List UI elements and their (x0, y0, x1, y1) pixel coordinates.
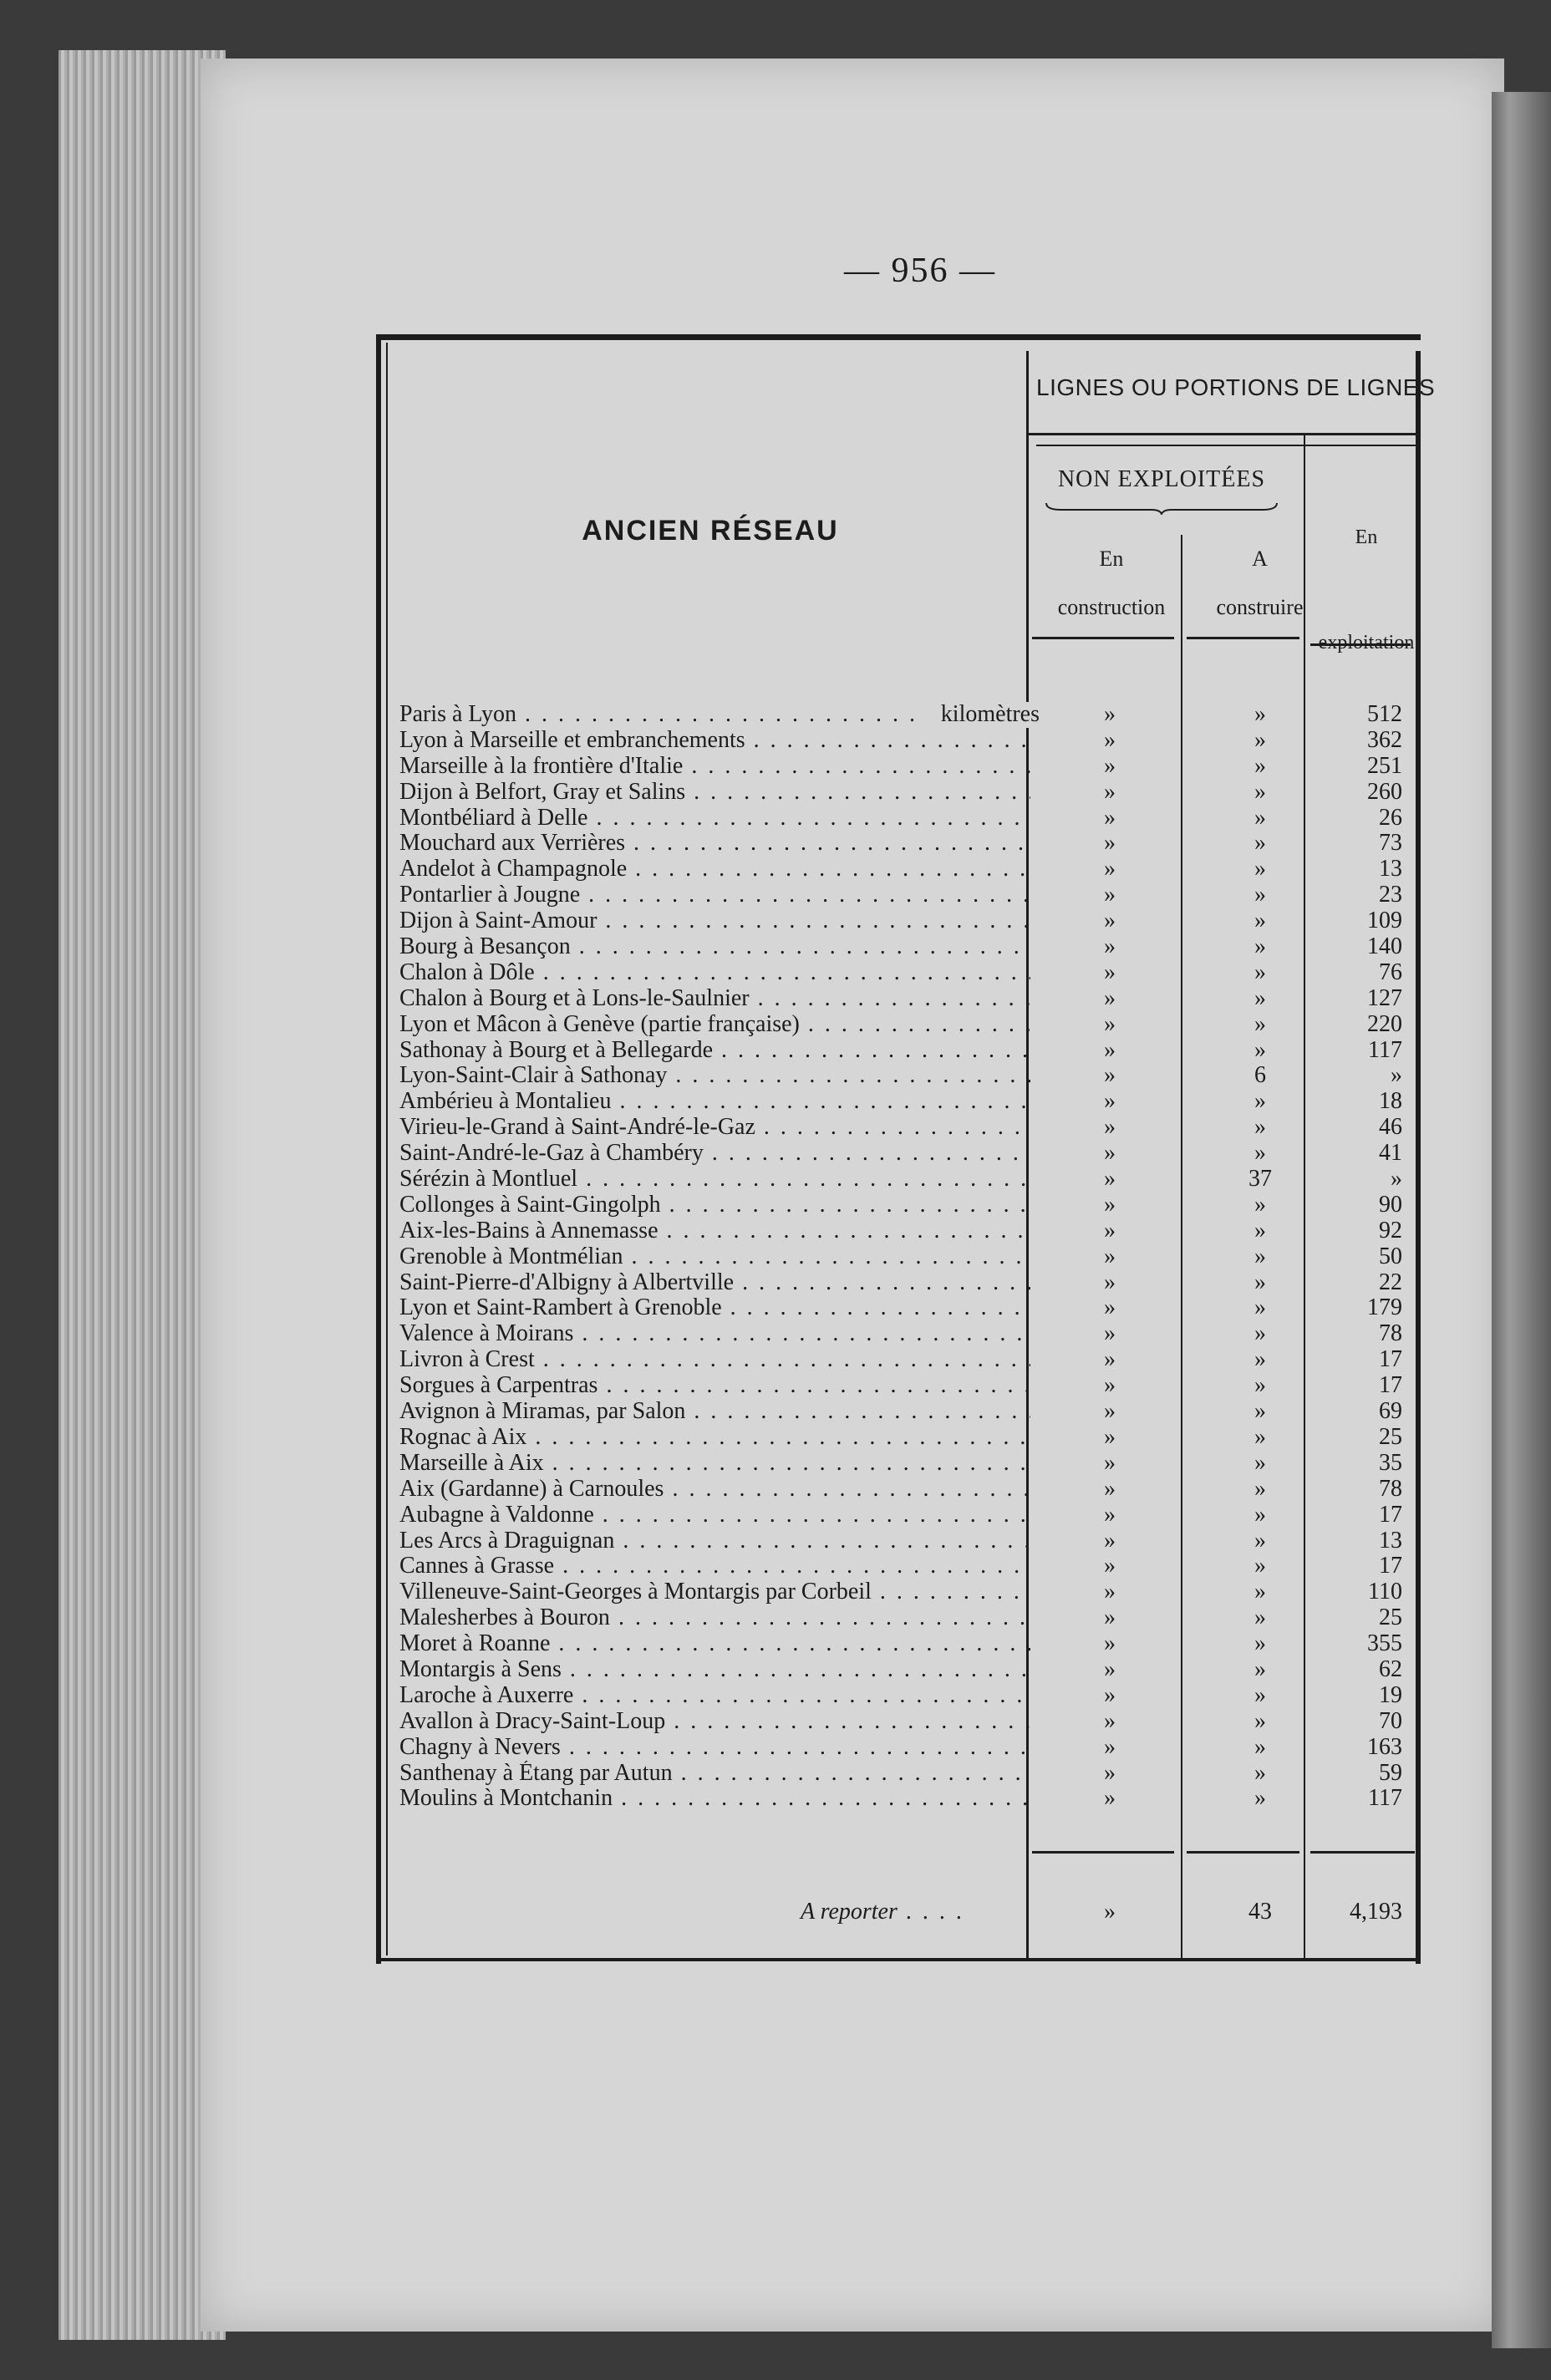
en-exploitation-value: 13 (1379, 1527, 1402, 1554)
en-construction-value: » (1104, 1217, 1116, 1243)
a-construire-value: » (1254, 1320, 1266, 1347)
en-exploitation-value: 220 (1367, 1010, 1402, 1037)
en-exploitation-value: » (1391, 1062, 1402, 1089)
a-construire-value: » (1254, 1036, 1266, 1063)
en-construction-value: » (1104, 778, 1116, 805)
a-construire-value: » (1254, 1114, 1266, 1141)
table-row (399, 1295, 1415, 1321)
table-row (399, 806, 1415, 831)
table-row (399, 754, 1415, 780)
header-rule-a (1187, 637, 1299, 639)
en-exploitation-value: 140 (1367, 933, 1402, 960)
line-name: Grenoble à Montmélian . . . (399, 1244, 1030, 1270)
line-name: Bourg à Besançon . . . (399, 934, 1030, 960)
a-construire-value: » (1254, 1707, 1266, 1734)
header-non-exploitees: NON EXPLOITÉES (1057, 466, 1266, 492)
en-construction-value: » (1104, 1553, 1116, 1579)
line-name: Lyon-Saint-Clair à Sathonay . . . (399, 1063, 1030, 1089)
line-name: Montargis à Sens . . . (399, 1657, 1030, 1683)
a-construire-value: » (1254, 1140, 1266, 1167)
en-construction-value: » (1104, 1243, 1116, 1269)
header-rule-1 (1026, 433, 1421, 435)
table-row (399, 908, 1415, 934)
line-name: Montbéliard à Delle . . . (399, 806, 1030, 831)
table-row (399, 1709, 1415, 1735)
en-exploitation-value: 163 (1367, 1733, 1402, 1760)
table-row (399, 1347, 1415, 1373)
a-construire-value: » (1254, 830, 1266, 857)
table-row (399, 1579, 1415, 1605)
total-label: A reporter . . . . (801, 1895, 964, 1929)
line-name: Dijon à Saint-Amour . . . (399, 908, 1030, 934)
a-construire-value: » (1254, 1449, 1266, 1476)
en-exploitation-value: 90 (1379, 1191, 1402, 1218)
table-row (399, 1605, 1415, 1631)
en-construction-value: » (1104, 1501, 1116, 1528)
section-title: ANCIEN RÉSEAU (582, 515, 839, 547)
table-row (399, 1089, 1415, 1115)
en-exploitation-value: 22 (1379, 1269, 1402, 1295)
a-construire-value: » (1254, 1398, 1266, 1425)
line-name: Moulins à Montchanin . . . (399, 1786, 1030, 1812)
a-construire-value: 6 (1254, 1062, 1266, 1089)
a-construire-value: » (1254, 1655, 1266, 1682)
en-construction-value: » (1104, 1269, 1116, 1295)
line-name: Ambérieu à Montalieu . . . (399, 1089, 1030, 1115)
table-row (399, 780, 1415, 806)
line-name: Dijon à Belfort, Gray et Salins . . . (399, 780, 1030, 806)
a-construire-value: » (1254, 1630, 1266, 1657)
table-bottom-rule (376, 1958, 1421, 1961)
en-construction-value: » (1104, 984, 1116, 1011)
en-construction-value: » (1104, 1036, 1116, 1063)
en-construction-value: » (1104, 1114, 1116, 1141)
en-construction-value: » (1104, 701, 1116, 727)
en-construction-value: » (1104, 933, 1116, 960)
table-row (399, 1761, 1415, 1787)
total-en-exploitation: 4,193 (1350, 1899, 1402, 1925)
a-construire-value: » (1254, 1553, 1266, 1579)
a-construire-value: » (1254, 701, 1266, 727)
a-construire-value: » (1254, 1475, 1266, 1502)
en-exploitation-value: 260 (1367, 778, 1402, 805)
en-construction-value: » (1104, 1527, 1116, 1554)
en-construction-value: » (1104, 1088, 1116, 1115)
total-a-construire: 43 (1248, 1899, 1272, 1925)
a-construire-value: » (1254, 1346, 1266, 1373)
a-construire-value: » (1254, 959, 1266, 985)
table-row (399, 1631, 1415, 1657)
en-construction-value: » (1104, 1785, 1116, 1812)
line-name: Chalon à Dôle . . . (399, 960, 1030, 986)
en-construction-value: » (1104, 1759, 1116, 1786)
en-construction-value: » (1104, 830, 1116, 857)
en-exploitation-value: 362 (1367, 726, 1402, 753)
table-row (399, 1477, 1415, 1503)
a-construire-value: » (1254, 778, 1266, 805)
a-construire-value: 37 (1248, 1166, 1272, 1193)
a-construire-value: » (1254, 752, 1266, 779)
table-row (399, 1528, 1415, 1554)
line-name: Aix (Gardanne) à Carnoules . . . (399, 1477, 1030, 1503)
table-row (399, 831, 1415, 857)
line-name: Aix-les-Bains à Annemasse . . . (399, 1218, 1030, 1244)
en-construction-value: » (1104, 1475, 1116, 1502)
line-name: Santhenay à Étang par Autun . . . (399, 1761, 1030, 1787)
line-name: Chagny à Nevers . . . (399, 1735, 1030, 1761)
line-name: Andelot à Champagnole . . . (399, 857, 1030, 882)
line-name: Marseille à la frontière d'Italie . . . (399, 754, 1030, 780)
total-rule-a (1187, 1851, 1299, 1854)
table-row (399, 1373, 1415, 1399)
en-exploitation-value: 76 (1379, 959, 1402, 985)
en-exploitation-value: 17 (1379, 1501, 1402, 1528)
a-construire-value: » (1254, 908, 1266, 934)
en-exploitation-value: 127 (1367, 984, 1402, 1011)
line-name: Sérézin à Montluel . . . (399, 1167, 1030, 1193)
header-lignes: LIGNES OU PORTIONS DE LIGNES (1036, 374, 1436, 400)
en-exploitation-value: 109 (1367, 908, 1402, 934)
a-construire-value: » (1254, 1579, 1266, 1605)
line-name: Lyon et Mâcon à Genève (partie française) . . . (399, 1012, 1030, 1038)
en-construction-value: » (1104, 1191, 1116, 1218)
en-exploitation-value: 117 (1368, 1785, 1402, 1812)
en-exploitation-value: 17 (1379, 1553, 1402, 1579)
total-rule-exp (1310, 1851, 1415, 1854)
table-row (399, 1141, 1415, 1167)
table-left-rule (376, 334, 381, 1964)
en-exploitation-value: 25 (1379, 1604, 1402, 1631)
a-construire-value: » (1254, 1501, 1266, 1528)
a-construire-value: » (1254, 1088, 1266, 1115)
table-row (399, 1399, 1415, 1425)
en-construction-value: » (1104, 1579, 1116, 1605)
a-construire-value: » (1254, 1243, 1266, 1269)
line-name: Livron à Crest . . . (399, 1347, 1030, 1373)
header-rule-2 (1036, 445, 1416, 446)
line-name: Valence à Moirans . . . (399, 1321, 1030, 1347)
table-row (399, 882, 1415, 908)
en-exploitation-value: 25 (1379, 1423, 1402, 1450)
en-exploitation-value: » (1391, 1166, 1402, 1193)
en-construction-value: » (1104, 1398, 1116, 1425)
header-rule-en (1032, 637, 1174, 639)
en-construction-value: » (1104, 1062, 1116, 1089)
table-row (399, 1012, 1415, 1038)
en-exploitation-value: 18 (1379, 1088, 1402, 1115)
line-name: Chalon à Bourg et à Lons-le-Saulnier . . . (399, 986, 1030, 1012)
table-row (399, 1115, 1415, 1141)
table-row (399, 1554, 1415, 1579)
en-construction-value: » (1104, 1010, 1116, 1037)
book-gutter (1492, 92, 1551, 2348)
line-name: Laroche à Auxerre . . . (399, 1683, 1030, 1709)
en-exploitation-value: 17 (1379, 1346, 1402, 1373)
en-exploitation-value: 110 (1368, 1579, 1402, 1605)
unit-label: kilomètres (918, 702, 1040, 728)
en-exploitation-value: 46 (1379, 1114, 1402, 1141)
a-construire-value: » (1254, 1733, 1266, 1760)
en-construction-value: » (1104, 804, 1116, 831)
table-row (399, 1683, 1415, 1709)
table-row (399, 960, 1415, 986)
en-construction-value: » (1104, 1320, 1116, 1347)
line-name: Paris à Lyon . . . (399, 702, 1030, 728)
a-construire-value: » (1254, 1191, 1266, 1218)
total-row (399, 1895, 1415, 1929)
line-name: Aubagne à Valdonne . . . (399, 1503, 1030, 1528)
a-construire-value: » (1254, 804, 1266, 831)
en-construction-value: » (1104, 1423, 1116, 1450)
en-exploitation-value: 50 (1379, 1243, 1402, 1269)
table-row (399, 986, 1415, 1012)
en-exploitation-value: 179 (1367, 1294, 1402, 1321)
line-name: Pontarlier à Jougne . . . (399, 882, 1030, 908)
a-construire-value: » (1254, 1423, 1266, 1450)
line-name: Saint-Pierre-d'Albigny à Albertville . . . (399, 1270, 1030, 1296)
a-construire-value: » (1254, 984, 1266, 1011)
table-row (399, 1735, 1415, 1761)
en-construction-value: » (1104, 1707, 1116, 1734)
a-construire-value: » (1254, 1527, 1266, 1554)
en-construction-value: » (1104, 1604, 1116, 1631)
line-name: Saint-André-le-Gaz à Chambéry . . . (399, 1141, 1030, 1167)
table-top-rule (376, 334, 1421, 340)
en-exploitation-value: 19 (1379, 1681, 1402, 1708)
line-name: Les Arcs à Draguignan . . . (399, 1528, 1030, 1554)
en-exploitation-value: 13 (1379, 856, 1402, 882)
en-construction-value: » (1104, 1630, 1116, 1657)
table-row (399, 1244, 1415, 1270)
line-name: Mouchard aux Verrières . . . (399, 831, 1030, 857)
en-exploitation-value: 78 (1379, 1475, 1402, 1502)
table-row (399, 728, 1415, 754)
table-row (399, 1038, 1415, 1064)
en-exploitation-value: 62 (1379, 1655, 1402, 1682)
a-construire-value: » (1254, 1604, 1266, 1631)
en-exploitation-value: 70 (1379, 1707, 1402, 1734)
line-name: Avallon à Dracy-Saint-Loup . . . (399, 1709, 1030, 1735)
en-construction-value: » (1104, 1294, 1116, 1321)
line-name: Lyon à Marseille et embranchements . . . (399, 728, 1030, 754)
line-name: Rognac à Aix . . . (399, 1425, 1030, 1451)
en-construction-value: » (1104, 752, 1116, 779)
a-construire-value: » (1254, 1372, 1266, 1399)
table-body (399, 702, 1415, 1812)
a-construire-value: » (1254, 882, 1266, 908)
table-row (399, 857, 1415, 882)
a-construire-value: » (1254, 856, 1266, 882)
en-exploitation-value: 512 (1367, 701, 1402, 727)
total-en-construction: » (1104, 1899, 1116, 1925)
a-construire-value: » (1254, 1759, 1266, 1786)
en-construction-value: » (1104, 1166, 1116, 1193)
en-construction-value: » (1104, 1372, 1116, 1399)
en-exploitation-value: 59 (1379, 1759, 1402, 1786)
table-row (399, 1321, 1415, 1347)
table-left-inner-rule (386, 343, 388, 1955)
en-construction-value: » (1104, 1655, 1116, 1682)
header-a-construire: A construire (1216, 547, 1304, 619)
table-row (399, 1657, 1415, 1683)
table-row (399, 934, 1415, 960)
en-exploitation-value: 26 (1379, 804, 1402, 831)
line-name: Marseille à Aix . . . (399, 1451, 1030, 1477)
en-construction-value: » (1104, 856, 1116, 882)
brace-icon (1045, 501, 1279, 515)
en-construction-value: » (1104, 882, 1116, 908)
line-name: Sathonay à Bourg et à Bellegarde . . . (399, 1038, 1030, 1064)
header-en-construction: En construction (1057, 547, 1166, 619)
line-name: Cannes à Grasse . . . (399, 1554, 1030, 1579)
table-row (399, 1786, 1415, 1812)
en-construction-value: » (1104, 1733, 1116, 1760)
header-en-exploitation: En exploitation (1318, 526, 1415, 653)
a-construire-value: » (1254, 1217, 1266, 1243)
en-exploitation-value: 251 (1367, 752, 1402, 779)
en-exploitation-value: 69 (1379, 1398, 1402, 1425)
en-exploitation-value: 41 (1379, 1140, 1402, 1167)
line-name: Avignon à Miramas, par Salon . . . (399, 1399, 1030, 1425)
en-construction-value: » (1104, 726, 1116, 753)
en-exploitation-value: 92 (1379, 1217, 1402, 1243)
en-construction-value: » (1104, 959, 1116, 985)
en-exploitation-value: 17 (1379, 1372, 1402, 1399)
en-exploitation-value: 73 (1379, 830, 1402, 857)
line-name: Sorgues à Carpentras . . . (399, 1373, 1030, 1399)
line-name: Collonges à Saint-Gingolph . . . (399, 1193, 1030, 1218)
en-construction-value: » (1104, 908, 1116, 934)
table-row (399, 1451, 1415, 1477)
line-name: Lyon et Saint-Rambert à Grenoble . . . (399, 1295, 1030, 1321)
en-exploitation-value: 355 (1367, 1630, 1402, 1657)
en-exploitation-value: 23 (1379, 882, 1402, 908)
table-row (399, 1167, 1415, 1193)
en-exploitation-value: 117 (1368, 1036, 1402, 1063)
table-row (399, 1218, 1415, 1244)
en-exploitation-value: 78 (1379, 1320, 1402, 1347)
a-construire-value: » (1254, 1785, 1266, 1812)
a-construire-value: » (1254, 1681, 1266, 1708)
a-construire-value: » (1254, 726, 1266, 753)
table-row (399, 1270, 1415, 1296)
table-row (399, 1193, 1415, 1218)
en-exploitation-value: 35 (1379, 1449, 1402, 1476)
table-row (399, 1063, 1415, 1089)
a-construire-value: » (1254, 1294, 1266, 1321)
table-row (399, 1425, 1415, 1451)
total-rule-en (1032, 1851, 1174, 1854)
table-row (399, 1503, 1415, 1528)
line-name: Villeneuve-Saint-Georges à Montargis par Corbeil . . . (399, 1579, 1030, 1605)
line-name: Virieu-le-Grand à Saint-André-le-Gaz . . . (399, 1115, 1030, 1141)
table-row (399, 702, 1415, 728)
line-name: Malesherbes à Bouron . . . (399, 1605, 1030, 1631)
a-construire-value: » (1254, 1010, 1266, 1037)
en-construction-value: » (1104, 1140, 1116, 1167)
en-construction-value: » (1104, 1346, 1116, 1373)
statistics-table (376, 334, 1436, 1964)
a-construire-value: » (1254, 1269, 1266, 1295)
en-construction-value: » (1104, 1449, 1116, 1476)
en-construction-value: » (1104, 1681, 1116, 1708)
a-construire-value: » (1254, 933, 1266, 960)
line-name: Moret à Roanne . . . (399, 1631, 1030, 1657)
